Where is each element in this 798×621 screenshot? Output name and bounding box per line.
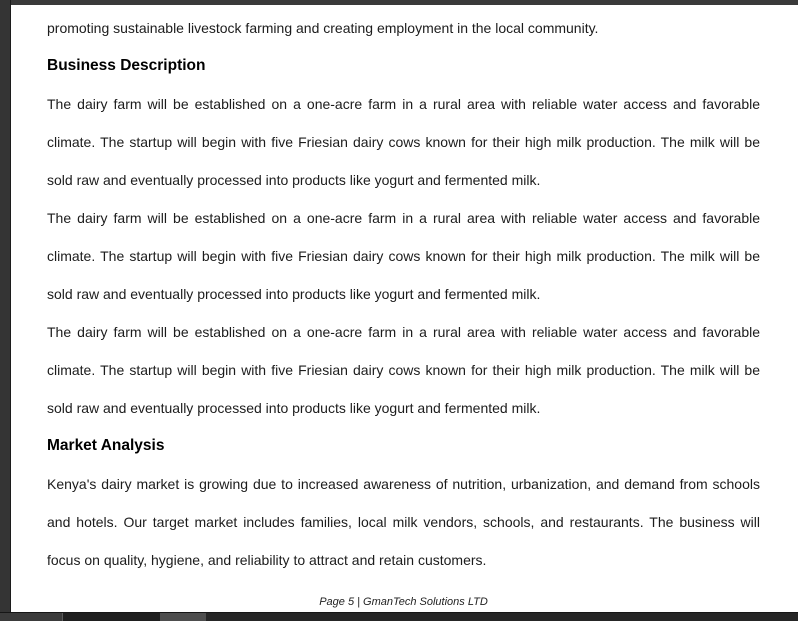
business-description-paragraph-1[interactable]: The dairy farm will be established on a one-acre farm in a rural area with reliable water access and favorable climate. The startup will begin with five Friesian dairy cows known for their high milk production. The milk will be sold raw and eventually processed into products like yogurt and fermented milk. [47,96,760,188]
business-description-paragraph-2[interactable]: The dairy farm will be established on a one-acre farm in a rural area with reliable water access and favorable climate. The startup will begin with five Friesian dairy cows known for their high milk production. The milk will be sold raw and eventually processed into products like yogurt and fermented milk. [47,210,760,302]
bottom-bar [0,612,798,621]
page-footer: Page 5 | GmanTech Solutions LTD [319,596,488,608]
bottom-bar-segment-2[interactable] [63,613,160,621]
paragraph-leading-line[interactable]: promoting sustainable livestock farming and creating employment in the local community. [47,20,599,36]
business-description-paragraph-3[interactable]: The dairy farm will be established on a one-acre farm in a rural area with reliable water access and favorable climate. The startup will begin with five Friesian dairy cows known for their high milk production. The milk will be sold raw and eventually processed into products like yogurt and fermented milk. [47,324,760,416]
bottom-bar-segment-4 [206,613,798,621]
document-page[interactable] [11,5,798,612]
heading-market-analysis[interactable]: Market Analysis [47,437,165,454]
market-analysis-paragraph[interactable]: Kenya's dairy market is growing due to increased awareness of nutrition, urbanization, and demand from schools and hotels. Our target market includes families, local milk vendors, schools, and restaurants. The business will focus on quality, hygiene, and reliability to attract and retain customers. [47,476,760,568]
window-left-edge [0,0,11,612]
heading-business-description[interactable]: Business Description [47,57,206,74]
document-content [11,5,798,609]
bottom-bar-segment-3[interactable] [160,613,206,621]
bottom-bar-segment-1[interactable] [0,613,63,621]
